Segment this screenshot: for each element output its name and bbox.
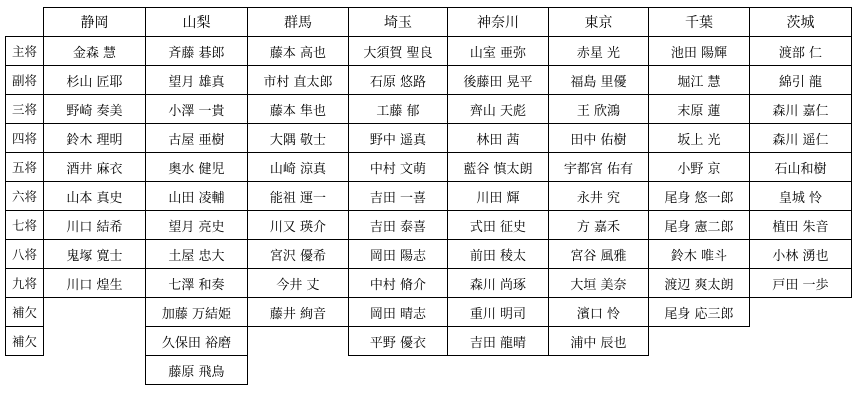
empty-cell bbox=[649, 356, 750, 385]
table-row bbox=[6, 124, 852, 153]
player-cell: 鬼塚 寛士 bbox=[44, 240, 146, 269]
player-cell: 前田 稜太 bbox=[448, 240, 549, 269]
player-cell: 戸田 一歩 bbox=[750, 269, 852, 298]
player-cell: 渡部 仁 bbox=[750, 37, 852, 66]
roster-table bbox=[5, 7, 852, 385]
player-cell: 尾身 悠一郎 bbox=[649, 182, 750, 211]
player-cell: 池田 陽輝 bbox=[649, 37, 750, 66]
player-cell: 川田 輝 bbox=[448, 182, 549, 211]
position-label: 副将 bbox=[6, 66, 44, 95]
prefecture-header: 群馬 bbox=[248, 8, 349, 37]
table-row bbox=[6, 356, 852, 385]
position-label: 九将 bbox=[6, 269, 44, 298]
player-cell: 金森 慧 bbox=[44, 37, 146, 66]
player-cell: 齊山 天彪 bbox=[448, 95, 549, 124]
player-cell: 野中 遥真 bbox=[349, 124, 448, 153]
empty-cell bbox=[6, 356, 44, 385]
player-cell: 山崎 涼真 bbox=[248, 153, 349, 182]
player-cell: 斉藤 碁郎 bbox=[146, 37, 248, 66]
player-cell: 小林 湧也 bbox=[750, 240, 852, 269]
player-cell: 尾身 応三郎 bbox=[649, 298, 750, 327]
position-label: 五将 bbox=[6, 153, 44, 182]
player-cell: 田中 佑樹 bbox=[549, 124, 649, 153]
position-label: 三将 bbox=[6, 95, 44, 124]
empty-cell bbox=[649, 327, 750, 356]
player-cell: 渡辺 爽太朗 bbox=[649, 269, 750, 298]
player-cell: 皇城 怜 bbox=[750, 182, 852, 211]
player-cell: 石山和樹 bbox=[750, 153, 852, 182]
player-cell: 山室 亜弥 bbox=[448, 37, 549, 66]
player-cell: 永井 究 bbox=[549, 182, 649, 211]
position-label: 七将 bbox=[6, 211, 44, 240]
player-cell: 宮谷 風雅 bbox=[549, 240, 649, 269]
player-cell: 吉田 泰喜 bbox=[349, 211, 448, 240]
player-cell: 鈴木 唯斗 bbox=[649, 240, 750, 269]
player-cell: 式田 征史 bbox=[448, 211, 549, 240]
table-row bbox=[6, 37, 852, 66]
table-row bbox=[6, 269, 852, 298]
player-cell: 野崎 奏美 bbox=[44, 95, 146, 124]
player-cell: 酒井 麻衣 bbox=[44, 153, 146, 182]
player-cell: 望月 亮史 bbox=[146, 211, 248, 240]
player-cell: 工藤 郁 bbox=[349, 95, 448, 124]
player-cell: 王 欣鴻 bbox=[549, 95, 649, 124]
empty-cell bbox=[44, 298, 146, 327]
player-cell: 七澤 和奏 bbox=[146, 269, 248, 298]
corner-cell bbox=[6, 8, 44, 37]
player-cell: 今井 丈 bbox=[248, 269, 349, 298]
player-cell: 綿引 龍 bbox=[750, 66, 852, 95]
player-cell: 森川 嘉仁 bbox=[750, 95, 852, 124]
player-cell: 大須賀 聖良 bbox=[349, 37, 448, 66]
player-cell: 林田 茜 bbox=[448, 124, 549, 153]
player-cell: 中村 脩介 bbox=[349, 269, 448, 298]
empty-cell bbox=[44, 356, 146, 385]
player-cell: 後藤田 晃平 bbox=[448, 66, 549, 95]
empty-cell bbox=[750, 298, 852, 327]
position-label: 補欠 bbox=[6, 327, 44, 356]
empty-cell bbox=[349, 356, 448, 385]
table-row bbox=[6, 95, 852, 124]
position-label: 四将 bbox=[6, 124, 44, 153]
position-label: 八将 bbox=[6, 240, 44, 269]
player-cell: 藍谷 慎太朗 bbox=[448, 153, 549, 182]
player-cell: 藤本 高也 bbox=[248, 37, 349, 66]
player-cell: 藤原 飛鳥 bbox=[146, 356, 248, 385]
player-cell: 方 嘉禾 bbox=[549, 211, 649, 240]
table-row bbox=[6, 211, 852, 240]
empty-cell bbox=[750, 327, 852, 356]
player-cell: 市村 直太郎 bbox=[248, 66, 349, 95]
table-row bbox=[6, 240, 852, 269]
empty-cell bbox=[248, 356, 349, 385]
player-cell: 川口 結希 bbox=[44, 211, 146, 240]
position-label: 六将 bbox=[6, 182, 44, 211]
player-cell: 奥水 健児 bbox=[146, 153, 248, 182]
player-cell: 植田 朱音 bbox=[750, 211, 852, 240]
prefecture-header: 山梨 bbox=[146, 8, 248, 37]
empty-cell bbox=[448, 356, 549, 385]
prefecture-header: 東京 bbox=[549, 8, 649, 37]
table-row bbox=[6, 182, 852, 211]
player-cell: 平野 優衣 bbox=[349, 327, 448, 356]
player-cell: 久保田 裕磨 bbox=[146, 327, 248, 356]
player-cell: 能祖 運一 bbox=[248, 182, 349, 211]
player-cell: 重川 明司 bbox=[448, 298, 549, 327]
table-row bbox=[6, 327, 852, 356]
player-cell: 藤本 隼也 bbox=[248, 95, 349, 124]
prefecture-header: 静岡 bbox=[44, 8, 146, 37]
player-cell: 小澤 一貴 bbox=[146, 95, 248, 124]
player-cell: 吉田 龍晴 bbox=[448, 327, 549, 356]
table-row bbox=[6, 66, 852, 95]
player-cell: 川又 瑛介 bbox=[248, 211, 349, 240]
header-row bbox=[6, 8, 852, 37]
table-row bbox=[6, 298, 852, 327]
player-cell: 鈴木 理明 bbox=[44, 124, 146, 153]
player-cell: 大隅 敬士 bbox=[248, 124, 349, 153]
empty-cell bbox=[248, 327, 349, 356]
player-cell: 山本 真史 bbox=[44, 182, 146, 211]
player-cell: 土屋 忠大 bbox=[146, 240, 248, 269]
position-label: 主将 bbox=[6, 37, 44, 66]
player-cell: 森川 遥仁 bbox=[750, 124, 852, 153]
player-cell: 望月 雄真 bbox=[146, 66, 248, 95]
player-cell: 岡田 陽志 bbox=[349, 240, 448, 269]
player-cell: 末原 蓮 bbox=[649, 95, 750, 124]
prefecture-header: 埼玉 bbox=[349, 8, 448, 37]
position-label: 補欠 bbox=[6, 298, 44, 327]
player-cell: 石原 悠路 bbox=[349, 66, 448, 95]
player-cell: 坂上 光 bbox=[649, 124, 750, 153]
player-cell: 山田 凌輔 bbox=[146, 182, 248, 211]
player-cell: 岡田 晴志 bbox=[349, 298, 448, 327]
player-cell: 福島 里優 bbox=[549, 66, 649, 95]
empty-cell bbox=[750, 356, 852, 385]
player-cell: 川口 煌生 bbox=[44, 269, 146, 298]
player-cell: 浦中 辰也 bbox=[549, 327, 649, 356]
player-cell: 大垣 美奈 bbox=[549, 269, 649, 298]
player-cell: 小野 京 bbox=[649, 153, 750, 182]
player-cell: 宇都宮 佑有 bbox=[549, 153, 649, 182]
prefecture-header: 神奈川 bbox=[448, 8, 549, 37]
player-cell: 宮沢 優希 bbox=[248, 240, 349, 269]
player-cell: 濱口 怜 bbox=[549, 298, 649, 327]
player-cell: 尾身 憲二郎 bbox=[649, 211, 750, 240]
prefecture-header: 千葉 bbox=[649, 8, 750, 37]
player-cell: 藤井 絢音 bbox=[248, 298, 349, 327]
player-cell: 吉田 一喜 bbox=[349, 182, 448, 211]
empty-cell bbox=[549, 356, 649, 385]
empty-cell bbox=[44, 327, 146, 356]
player-cell: 赤星 光 bbox=[549, 37, 649, 66]
player-cell: 杉山 匠耶 bbox=[44, 66, 146, 95]
prefecture-header: 茨城 bbox=[750, 8, 852, 37]
player-cell: 堀江 慧 bbox=[649, 66, 750, 95]
player-cell: 森川 尚琢 bbox=[448, 269, 549, 298]
table-row bbox=[6, 153, 852, 182]
player-cell: 加藤 万結姫 bbox=[146, 298, 248, 327]
player-cell: 古屋 亜樹 bbox=[146, 124, 248, 153]
player-cell: 中村 文萌 bbox=[349, 153, 448, 182]
